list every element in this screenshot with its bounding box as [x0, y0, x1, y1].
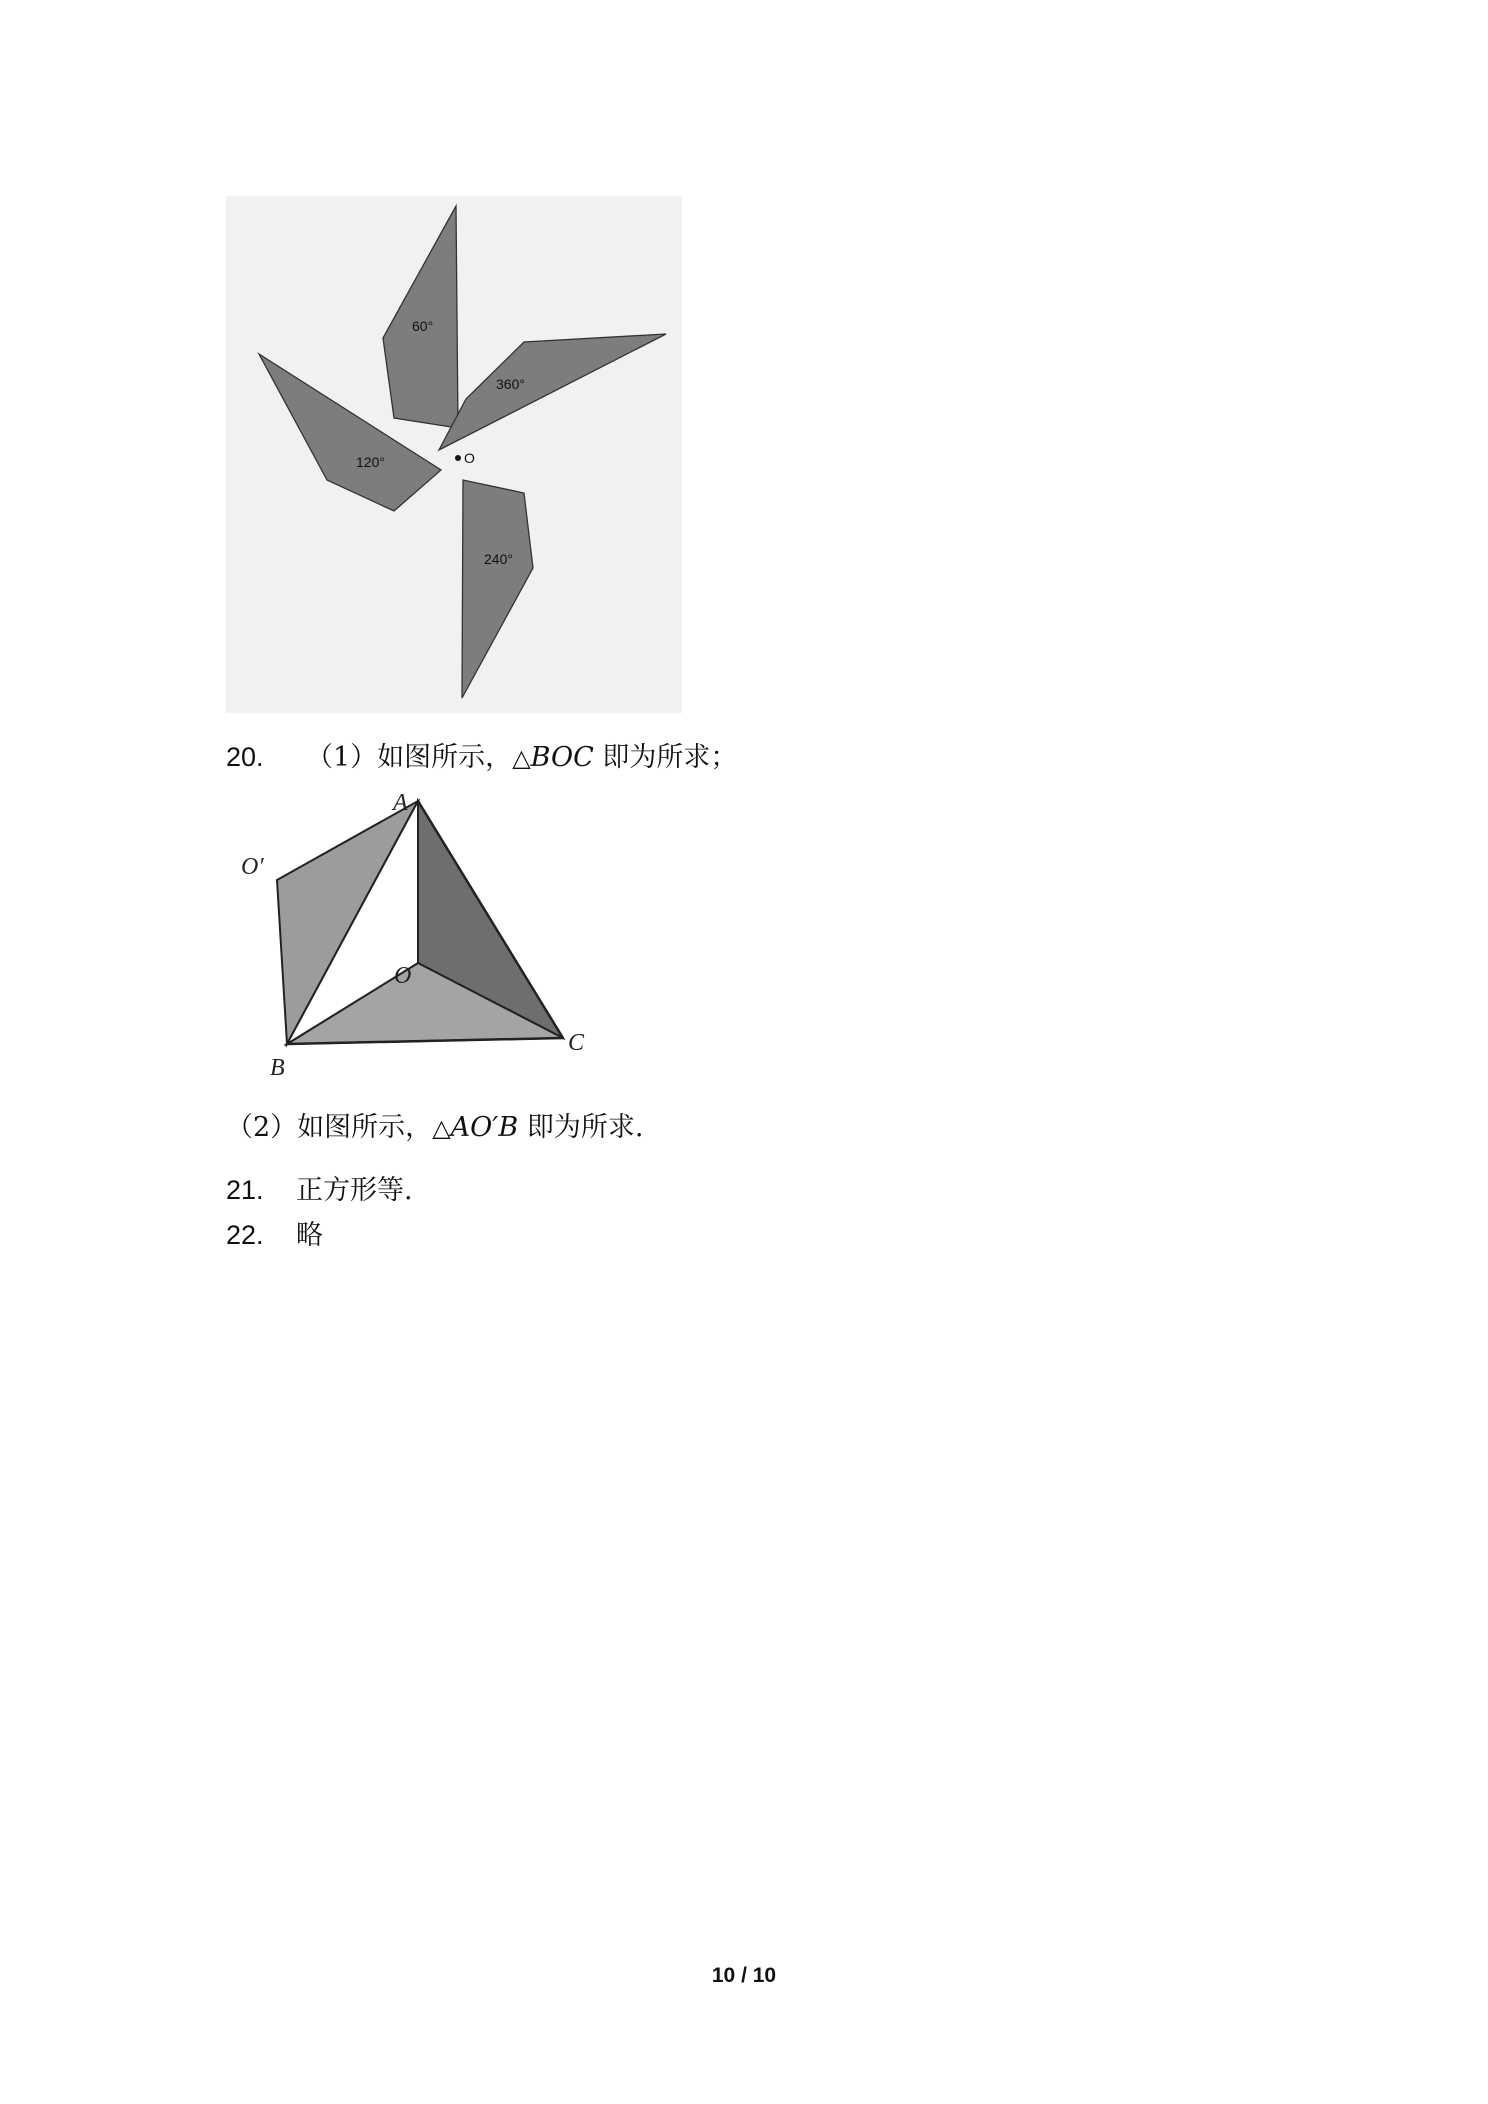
q20-part1-prefix: （1）如图所示， — [306, 742, 513, 773]
rotation-figure — [226, 196, 682, 713]
triangle-symbol-2: △ — [432, 1114, 451, 1142]
q20-part2-suffix: 即为所求. — [518, 1112, 644, 1143]
vertex-a: A — [393, 792, 408, 816]
label-360: 360° — [496, 376, 525, 392]
center-dot — [455, 455, 461, 461]
q21-text: 正方形等. — [296, 1175, 413, 1206]
triangle-name-aob: AO′B — [450, 1112, 519, 1143]
vertex-c: C — [568, 1030, 585, 1056]
shape-360 — [439, 334, 666, 450]
shape-60 — [383, 206, 458, 428]
label-240: 240° — [484, 551, 513, 567]
label-60: 60° — [412, 318, 434, 334]
triangle-symbol: △ — [512, 744, 531, 772]
triangle-figure — [236, 792, 606, 1084]
q20-part1-suffix: 即为所求； — [593, 742, 738, 773]
q20-part2 — [226, 1110, 643, 1146]
q21-number: 21. — [226, 1175, 264, 1205]
rotation-figure-svg — [226, 196, 682, 713]
q20-number: 20. — [226, 742, 264, 772]
q20-part2-prefix: （2）如图所示， — [226, 1112, 433, 1143]
label-120: 120° — [356, 454, 385, 470]
q22-text: 略 — [296, 1220, 323, 1251]
center-label: O — [464, 450, 475, 466]
vertex-b: B — [270, 1055, 285, 1081]
q21 — [226, 1172, 413, 1209]
q22 — [226, 1217, 323, 1254]
vertex-o-prime: O′ — [241, 854, 264, 880]
q22-number: 22. — [226, 1220, 264, 1250]
triangle-name-boc: BOC — [530, 742, 594, 773]
q20-part1 — [226, 739, 737, 776]
page-number: 10 / 10 — [711, 1964, 777, 1987]
vertex-o: O — [394, 963, 412, 989]
triangle-figure-svg — [236, 792, 606, 1084]
shape-240 — [462, 480, 533, 698]
